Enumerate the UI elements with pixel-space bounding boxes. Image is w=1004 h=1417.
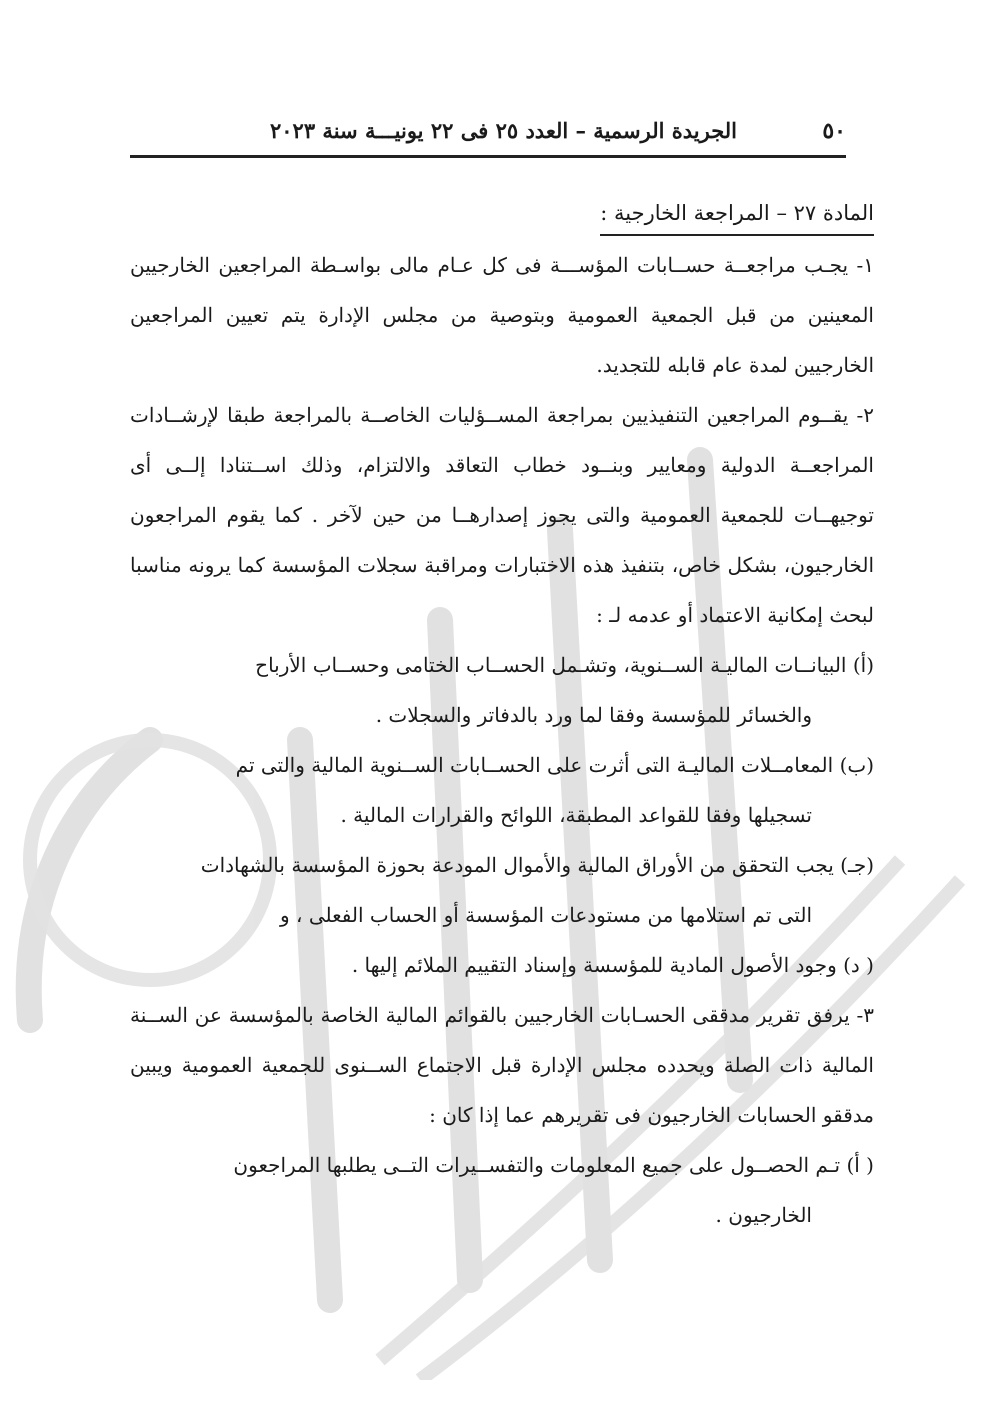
- page-number: ٥٠: [822, 118, 846, 144]
- sub-a-line-2: الخارجيون .: [715, 1203, 812, 1227]
- item-c-line-2: التى تم استلامها من مستودعات المؤسسة أو الحساب الفعلى ، و: [280, 903, 812, 927]
- item-c-line-1: (جـ) يجب التحقق من الأوراق المالية والأموال المودعة بحوزة المؤسسة بالشهادات: [200, 853, 874, 877]
- item-a-line-1: (أ) البيانــات الماليـة الســنوية، وتشـمل الحســاب الختامى وحســاب الأرباح: [255, 653, 874, 677]
- sub-a-line-1: ( أ) تـم الحصــول على جميع المعلومات والتفســيرات التــى يطلبها المراجعون: [233, 1153, 874, 1177]
- running-title: الجريدة الرسمية – العدد ٢٥ فى ٢٢ يونيـــة سنة ٢٠٢٣: [270, 118, 738, 143]
- clause-1: ١- يجـب مراجعــة حســابات المؤســـة فى كل عـام مالى بواسـطة المراجعين الخارجيين المعينين من قبل الجمعية العمومية وبتوصية من مجلس الإدارة يتم تعيين المراجعين الخارجيين لمدة عام قابله للتجديد.: [130, 253, 874, 377]
- clause-2: ٢- يقــوم المراجعين التنفيذيين بمراجعة المســؤليات الخاصــة بالمراجعة طبقا لإرشــادات المراجعــة الدولية ومعايير وبنــود خطاب التعاقد والالتزام، وذلك اســتنادا إلــى أى توجيهــات للجمعية العمومية والتى يجوز إصدارهــا من حين لآخر . كما يقوم المراجعون الخارجيون، بشكل خاص، بتنفيذ هذه الاختبارات ومراقبة سجلات المؤسسة كما يرونه مناسبا لبحث إمكانية الاعتماد أو عدمه لـ :: [130, 403, 874, 627]
- item-b-line-1: (ب) المعامــلات الماليـة التى أثرت على الحســابات الســنوية المالية والتى تم: [235, 753, 874, 777]
- article-title: المادة ٢٧ – المراجعة الخارجية :: [600, 192, 874, 236]
- item-d: ( د) وجود الأصول المادية للمؤسسة وإسناد التقييم الملائم إليها .: [351, 953, 874, 977]
- article-body: [130, 188, 874, 1240]
- page-header: [130, 118, 846, 148]
- item-b-line-2: تسجيلها وفقا للقواعد المطبقة، اللوائح والقرارات المالية .: [340, 803, 812, 827]
- clause-3: ٣- يرفق تقرير مدققى الحسـابات الخارجيين بالقوائم المالية الخاصة بالمؤسسة عن الســنة المالية ذات الصلة ويحدده مجلس الإدارة قبل الاجتماع الســنوى للجمعية العمومية ويبين مدققو الحسابات الخارجيون فى تقريرهم عما إذا كان :: [130, 1003, 874, 1127]
- item-a-line-2: والخسائر للمؤسسة وفقا لما ورد بالدفاتر والسجلات .: [375, 703, 812, 727]
- header-rule: [130, 155, 846, 158]
